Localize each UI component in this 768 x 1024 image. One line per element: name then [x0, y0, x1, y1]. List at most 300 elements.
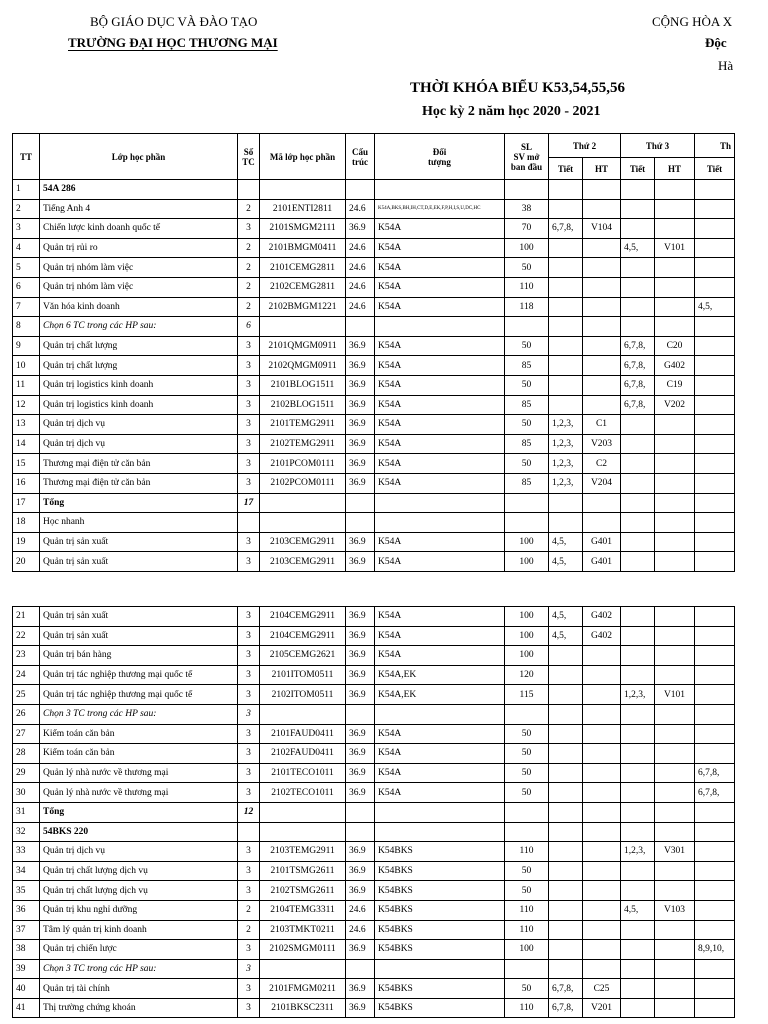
- table-cell: 2: [238, 199, 260, 219]
- table-cell: 50: [505, 724, 549, 744]
- table-cell: 50: [505, 258, 549, 278]
- table-cell: 36.9: [346, 940, 375, 960]
- table-cell: 2104CEMG2911: [260, 626, 346, 646]
- table-cell: 118: [505, 297, 549, 317]
- table-cell: 36.9: [346, 454, 375, 474]
- table-cell: [549, 336, 583, 356]
- table-cell: 3: [238, 415, 260, 435]
- table-cell: 17: [238, 493, 260, 513]
- table-cell: 2102BMGM1221: [260, 297, 346, 317]
- table-cell: 31: [13, 802, 40, 822]
- table-cell: [549, 920, 583, 940]
- table-cell: 50: [505, 763, 549, 783]
- place-date: Hà: [718, 58, 734, 73]
- table-cell: Kiểm toán căn bản: [40, 744, 238, 764]
- table-cell: 4,5,: [549, 532, 583, 552]
- table-cell: 36.9: [346, 685, 375, 705]
- table-cell: Quản trị tác nghiệp thương mại quốc tế: [40, 685, 238, 705]
- table-cell: [695, 842, 735, 862]
- table-cell: 3: [238, 336, 260, 356]
- table-cell: 3: [238, 704, 260, 724]
- table-cell: 3: [238, 861, 260, 881]
- table-cell: [655, 822, 695, 842]
- table-cell: [621, 513, 655, 533]
- table-cell: K54A: [375, 783, 505, 803]
- table-cell: [695, 513, 735, 533]
- table-cell: 3: [238, 998, 260, 1018]
- table-cell: C1: [583, 415, 621, 435]
- table-cell: [549, 900, 583, 920]
- table-cell: 2101FMGM0211: [260, 979, 346, 999]
- table-cell: 36.9: [346, 724, 375, 744]
- table-row: [13, 744, 735, 764]
- table-cell: [549, 763, 583, 783]
- table-cell: 36.9: [346, 665, 375, 685]
- table-cell: [655, 317, 695, 337]
- table-cell: 38: [505, 199, 549, 219]
- table-cell: 24.6: [346, 258, 375, 278]
- table-cell: 15: [13, 454, 40, 474]
- table-cell: 2: [238, 900, 260, 920]
- table-cell: 2: [238, 238, 260, 258]
- table-cell: 115: [505, 685, 549, 705]
- table-cell: [621, 665, 655, 685]
- table-cell: [621, 415, 655, 435]
- table-cell: [695, 434, 735, 454]
- table-cell: [695, 920, 735, 940]
- table-cell: 50: [505, 881, 549, 901]
- table-cell: [695, 744, 735, 764]
- table-cell: [695, 238, 735, 258]
- table-cell: [621, 180, 655, 200]
- table-cell: [695, 822, 735, 842]
- col-code: Mã lớp học phần: [260, 134, 346, 180]
- table-row: [13, 493, 735, 513]
- table-cell: [583, 297, 621, 317]
- table-cell: 85: [505, 395, 549, 415]
- table-cell: [621, 473, 655, 493]
- table-cell: 2: [238, 920, 260, 940]
- table-cell: [549, 881, 583, 901]
- table-cell: [655, 763, 695, 783]
- table-cell: 3: [238, 626, 260, 646]
- table-cell: [621, 861, 655, 881]
- table-cell: V104: [583, 219, 621, 239]
- table-cell: 1,2,3,: [621, 842, 655, 862]
- col-day2: Thứ 2: [549, 134, 621, 158]
- table-cell: 110: [505, 842, 549, 862]
- table-cell: [583, 199, 621, 219]
- table-cell: Quản trị khu nghỉ dưỡng: [40, 900, 238, 920]
- table-cell: 1,2,3,: [549, 434, 583, 454]
- table-cell: [621, 552, 655, 572]
- table-cell: [695, 317, 735, 337]
- table-cell: [695, 607, 735, 627]
- table-cell: [549, 665, 583, 685]
- table-cell: [505, 317, 549, 337]
- table-cell: K54A: [375, 356, 505, 376]
- table-cell: Quản trị logistics kinh doanh: [40, 375, 238, 395]
- table-row: [13, 277, 735, 297]
- table-cell: 6,7,8,: [621, 356, 655, 376]
- table-cell: [655, 607, 695, 627]
- table-cell: 24.6: [346, 900, 375, 920]
- table-cell: C25: [583, 979, 621, 999]
- table-cell: 85: [505, 356, 549, 376]
- table-cell: [695, 685, 735, 705]
- table-cell: [621, 802, 655, 822]
- table-cell: K54A: [375, 336, 505, 356]
- table-cell: 3: [238, 646, 260, 666]
- table-cell: [655, 493, 695, 513]
- table-cell: [549, 258, 583, 278]
- table-cell: 8: [13, 317, 40, 337]
- table-cell: [505, 802, 549, 822]
- table-cell: [621, 219, 655, 239]
- timetable-title: THỜI KHÓA BIỂU K53,54,55,56: [410, 80, 626, 96]
- table-cell: 24.6: [346, 297, 375, 317]
- table-cell: 100: [505, 607, 549, 627]
- table-cell: 50: [505, 861, 549, 881]
- table-cell: 2103TMKT0211: [260, 920, 346, 940]
- table-cell: 100: [505, 646, 549, 666]
- table-cell: 4,5,: [621, 900, 655, 920]
- table-cell: 36.9: [346, 336, 375, 356]
- table-cell: [621, 454, 655, 474]
- table-row: [13, 513, 735, 533]
- table-row: [13, 822, 735, 842]
- table-cell: 2101TSMG2611: [260, 861, 346, 881]
- table-cell: 2102FAUD0411: [260, 744, 346, 764]
- table-cell: 28: [13, 744, 40, 764]
- table-cell: 100: [505, 626, 549, 646]
- table-cell: [695, 532, 735, 552]
- table-cell: Chiến lược kinh doanh quốc tế: [40, 219, 238, 239]
- table-cell: [655, 532, 695, 552]
- table-cell: K54A: [375, 219, 505, 239]
- table-cell: [655, 646, 695, 666]
- table-cell: Quản lý nhà nước về thương mại: [40, 763, 238, 783]
- table-cell: [375, 180, 505, 200]
- table-cell: [621, 199, 655, 219]
- table-cell: K54A: [375, 415, 505, 435]
- table-cell: [549, 724, 583, 744]
- table-cell: Quản trị tài chính: [40, 979, 238, 999]
- table-cell: Tổng: [40, 802, 238, 822]
- table-cell: 3: [238, 744, 260, 764]
- table-cell: K54A: [375, 646, 505, 666]
- table-cell: [583, 724, 621, 744]
- table-cell: [375, 704, 505, 724]
- table-cell: [621, 959, 655, 979]
- table-cell: V301: [655, 842, 695, 862]
- table-cell: [549, 940, 583, 960]
- table-cell: [621, 258, 655, 278]
- table-cell: [549, 180, 583, 200]
- table-cell: K54A: [375, 297, 505, 317]
- table-cell: [695, 473, 735, 493]
- table-cell: [655, 199, 695, 219]
- table-cell: 2101TECO1011: [260, 763, 346, 783]
- table-cell: [695, 900, 735, 920]
- table-cell: [549, 842, 583, 862]
- table-cell: 11: [13, 375, 40, 395]
- table-cell: [549, 395, 583, 415]
- table-cell: Quản trị dịch vụ: [40, 415, 238, 435]
- table-cell: 2101PCOM0111: [260, 454, 346, 474]
- table-cell: K54A: [375, 532, 505, 552]
- table-cell: 3: [238, 979, 260, 999]
- table-cell: 54BKS 220: [40, 822, 238, 842]
- table-cell: 3: [238, 881, 260, 901]
- table-cell: K54BKS: [375, 900, 505, 920]
- table-cell: 24.6: [346, 238, 375, 258]
- table-cell: Quản trị sản xuất: [40, 607, 238, 627]
- table-cell: 24.6: [346, 920, 375, 940]
- table-cell: 36.9: [346, 783, 375, 803]
- table-cell: 24.6: [346, 199, 375, 219]
- table-cell: Quản lý nhà nước về thương mại: [40, 783, 238, 803]
- table-cell: [583, 513, 621, 533]
- table-cell: [260, 513, 346, 533]
- table-cell: [583, 180, 621, 200]
- table-cell: 3: [238, 842, 260, 862]
- table-row: [13, 297, 735, 317]
- table-cell: 1,2,3,: [549, 454, 583, 474]
- table-cell: [695, 199, 735, 219]
- table-cell: [621, 277, 655, 297]
- table-cell: 41: [13, 998, 40, 1018]
- table-cell: G402: [583, 626, 621, 646]
- table-cell: K54A: [375, 552, 505, 572]
- table-cell: [549, 744, 583, 764]
- table-cell: V204: [583, 473, 621, 493]
- table-cell: 6,7,8,: [621, 336, 655, 356]
- table-cell: C20: [655, 336, 695, 356]
- table-cell: [346, 822, 375, 842]
- table-cell: [655, 434, 695, 454]
- table-cell: Quản trị nhóm làm việc: [40, 258, 238, 278]
- table-cell: [621, 317, 655, 337]
- table-cell: Quản trị sản xuất: [40, 532, 238, 552]
- table-cell: Quản trị dịch vụ: [40, 434, 238, 454]
- table-cell: 36.9: [346, 998, 375, 1018]
- table-cell: K54A: [375, 607, 505, 627]
- table-cell: Quản trị nhóm làm việc: [40, 277, 238, 297]
- table-cell: [695, 979, 735, 999]
- table-cell: V203: [583, 434, 621, 454]
- table-cell: 3: [238, 375, 260, 395]
- table-cell: [655, 704, 695, 724]
- table-cell: 50: [505, 979, 549, 999]
- table-cell: K54BKS: [375, 998, 505, 1018]
- table-cell: Văn hóa kinh doanh: [40, 297, 238, 317]
- table-cell: [655, 940, 695, 960]
- table-cell: 50: [505, 783, 549, 803]
- col-target: Đối tượng: [375, 134, 505, 180]
- table-cell: 85: [505, 473, 549, 493]
- table-cell: Chọn 6 TC trong các HP sau:: [40, 317, 238, 337]
- table-cell: 3: [238, 219, 260, 239]
- table-cell: 25: [13, 685, 40, 705]
- table-cell: [549, 356, 583, 376]
- table-cell: [621, 920, 655, 940]
- table-cell: 36.9: [346, 395, 375, 415]
- table-cell: [621, 940, 655, 960]
- table-cell: 19: [13, 532, 40, 552]
- table-cell: 2102TSMG2611: [260, 881, 346, 901]
- table-cell: 8,9,10,: [695, 940, 735, 960]
- table-cell: 3: [238, 783, 260, 803]
- table-cell: 14: [13, 434, 40, 454]
- table-cell: [695, 959, 735, 979]
- table-cell: G401: [583, 532, 621, 552]
- table-cell: 36.9: [346, 473, 375, 493]
- table-cell: [695, 998, 735, 1018]
- table-row: [13, 180, 735, 200]
- table-cell: 4,5,: [549, 607, 583, 627]
- table-cell: 36.9: [346, 532, 375, 552]
- table-cell: 3: [13, 219, 40, 239]
- table-cell: [549, 317, 583, 337]
- national-motto: Độc: [705, 35, 727, 50]
- table-cell: 110: [505, 900, 549, 920]
- table-cell: [655, 415, 695, 435]
- table-cell: 3: [238, 959, 260, 979]
- table-cell: Chọn 3 TC trong các HP sau:: [40, 704, 238, 724]
- table-cell: K54BKS: [375, 920, 505, 940]
- table-cell: [695, 454, 735, 474]
- table-cell: [695, 277, 735, 297]
- table-cell: 3: [238, 395, 260, 415]
- table-cell: [375, 513, 505, 533]
- table-cell: [260, 317, 346, 337]
- table-cell: [655, 277, 695, 297]
- table-cell: 3: [238, 532, 260, 552]
- table-row: [13, 395, 735, 415]
- table-cell: [621, 724, 655, 744]
- table-cell: K54A: [375, 744, 505, 764]
- table-cell: [375, 959, 505, 979]
- table-cell: [655, 219, 695, 239]
- table-cell: 2101ENTI2811: [260, 199, 346, 219]
- table-cell: [655, 454, 695, 474]
- table-cell: [621, 979, 655, 999]
- table-cell: 36.9: [346, 552, 375, 572]
- table-cell: [621, 493, 655, 513]
- table-row: [13, 979, 735, 999]
- table-cell: 2101ITOM0511: [260, 665, 346, 685]
- table-cell: [549, 685, 583, 705]
- table-row: [13, 415, 735, 435]
- table-cell: [583, 822, 621, 842]
- table-cell: [583, 317, 621, 337]
- table-cell: 100: [505, 532, 549, 552]
- table-cell: 3: [238, 940, 260, 960]
- table-cell: 2102TEMG2911: [260, 434, 346, 454]
- table-cell: [655, 626, 695, 646]
- table-cell: 36.9: [346, 881, 375, 901]
- table-cell: 34: [13, 861, 40, 881]
- table-cell: 35: [13, 881, 40, 901]
- table-cell: 3: [238, 473, 260, 493]
- table-cell: [238, 180, 260, 200]
- col-tt: TT: [13, 134, 40, 180]
- table-cell: G402: [655, 356, 695, 376]
- table-cell: Thương mại điện tử căn bản: [40, 473, 238, 493]
- table-cell: [655, 920, 695, 940]
- table-row: [13, 607, 735, 627]
- table-row: [13, 881, 735, 901]
- table-row: [13, 646, 735, 666]
- table-cell: 39: [13, 959, 40, 979]
- table-row: [13, 685, 735, 705]
- table-cell: K54A: [375, 395, 505, 415]
- table-cell: 10: [13, 356, 40, 376]
- table-cell: [505, 513, 549, 533]
- table-row: [13, 356, 735, 376]
- table-cell: Thị trường chứng khoán: [40, 998, 238, 1018]
- table-cell: G402: [583, 607, 621, 627]
- table-cell: [655, 802, 695, 822]
- table-cell: K54BKS: [375, 979, 505, 999]
- table-cell: 2101SMGM2111: [260, 219, 346, 239]
- table-cell: 50: [505, 336, 549, 356]
- col-period: Tiết: [621, 158, 655, 180]
- table-cell: 6: [13, 277, 40, 297]
- table-row: [13, 454, 735, 474]
- table-cell: K54A: [375, 238, 505, 258]
- table-cell: [695, 861, 735, 881]
- table-row: [13, 704, 735, 724]
- table-cell: [655, 473, 695, 493]
- table-cell: 23: [13, 646, 40, 666]
- table-cell: [655, 180, 695, 200]
- table-cell: [583, 493, 621, 513]
- table-cell: 7: [13, 297, 40, 317]
- table-cell: [655, 783, 695, 803]
- table-cell: [549, 959, 583, 979]
- table-cell: 2102CEMG2811: [260, 277, 346, 297]
- table-cell: 2104CEMG2911: [260, 607, 346, 627]
- table-cell: 12: [238, 802, 260, 822]
- table-cell: [621, 704, 655, 724]
- table-row: [13, 763, 735, 783]
- table-row: [13, 959, 735, 979]
- table-cell: 5: [13, 258, 40, 278]
- table-cell: 36.9: [346, 375, 375, 395]
- table-cell: 17: [13, 493, 40, 513]
- table-cell: K54BKS: [375, 842, 505, 862]
- table-cell: 36.9: [346, 434, 375, 454]
- table-cell: [505, 493, 549, 513]
- table-row: [13, 900, 735, 920]
- table-cell: [655, 724, 695, 744]
- table-cell: 3: [238, 356, 260, 376]
- table-cell: Quản trị tác nghiệp thương mại quốc tế: [40, 665, 238, 685]
- table-cell: [549, 297, 583, 317]
- table-cell: 2102QMGM0911: [260, 356, 346, 376]
- table-cell: [375, 493, 505, 513]
- table-cell: 1,2,3,: [549, 473, 583, 493]
- table-cell: 3: [238, 434, 260, 454]
- table-cell: 36.9: [346, 842, 375, 862]
- table-cell: [695, 180, 735, 200]
- col-day4: Th: [695, 134, 735, 158]
- col-day3: Thứ 3: [621, 134, 695, 158]
- table-cell: [655, 959, 695, 979]
- table-cell: 2103CEMG2911: [260, 552, 346, 572]
